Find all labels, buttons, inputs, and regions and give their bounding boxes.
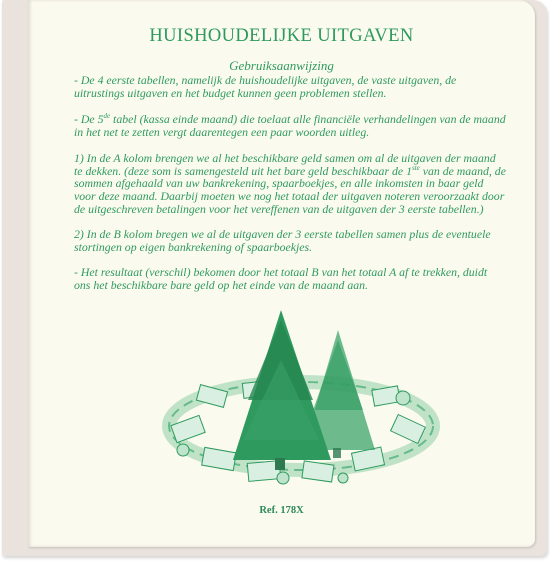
page-subtitle: Gebruiksaanwijzing [229,58,334,73]
paragraph-intro: - De 4 eerste tabellen, namelijk de huishoudelijke uitgaven, de vaste uitgaven, de uitrustings uitgaven en het budget kunnen geen problemen stellen. [74,73,457,100]
p3-superscript: ste [411,163,420,172]
paragraph-result: - Het resultaat (verschil) bekomen door het totaal B van het totaal A af te trekken, duidt ons het beschikbare bare geld op het einde van de maand aan. [74,265,488,292]
paragraph-fifth-table [74,113,506,138]
p2-text-a: - De 5 [74,112,104,126]
p2-text-b: tabel (kassa einde maand) die toelaat alle financiële verhandelingen van de maand in het net te zetten vergt daarentegen een paar woorden uitleg. [74,112,506,139]
p2-superscript: de [103,112,111,121]
p3-text-a: 1) In de A kolom brengen we al het beschikbare geld samen om al de uitgaven der maand te dekken. (deze som is samengesteld uit het bare geld beschikbaar de 1 [74,151,496,178]
p3-text-b: van de maand, de sommen afgehaald van uw bankrekening, spaarboekjes, en alle inkomsten in baar geld voor deze maand. Daarbij moeten we nog het totaal der uitgaven noteren veroorzaakt door de uitgeschreven betalingen voor het vereffenen van de uitgaven der 3 eerste tabellen.) [74,163,506,216]
page-title: HUISHOUDELIJKE UITGAVEN [149,26,414,46]
christmas-trees-money-illustration [153,300,443,495]
notebook-page [28,0,535,547]
paragraph-column-a [74,152,506,216]
reference-number: Ref. 178X [259,505,304,516]
paragraph-column-b: 2) In de B kolom bregen we al de uitgaven der 3 eerste tabellen samen plus de eventuele stortingen op eigen bankrekening of spaarboekjes. [74,227,491,254]
